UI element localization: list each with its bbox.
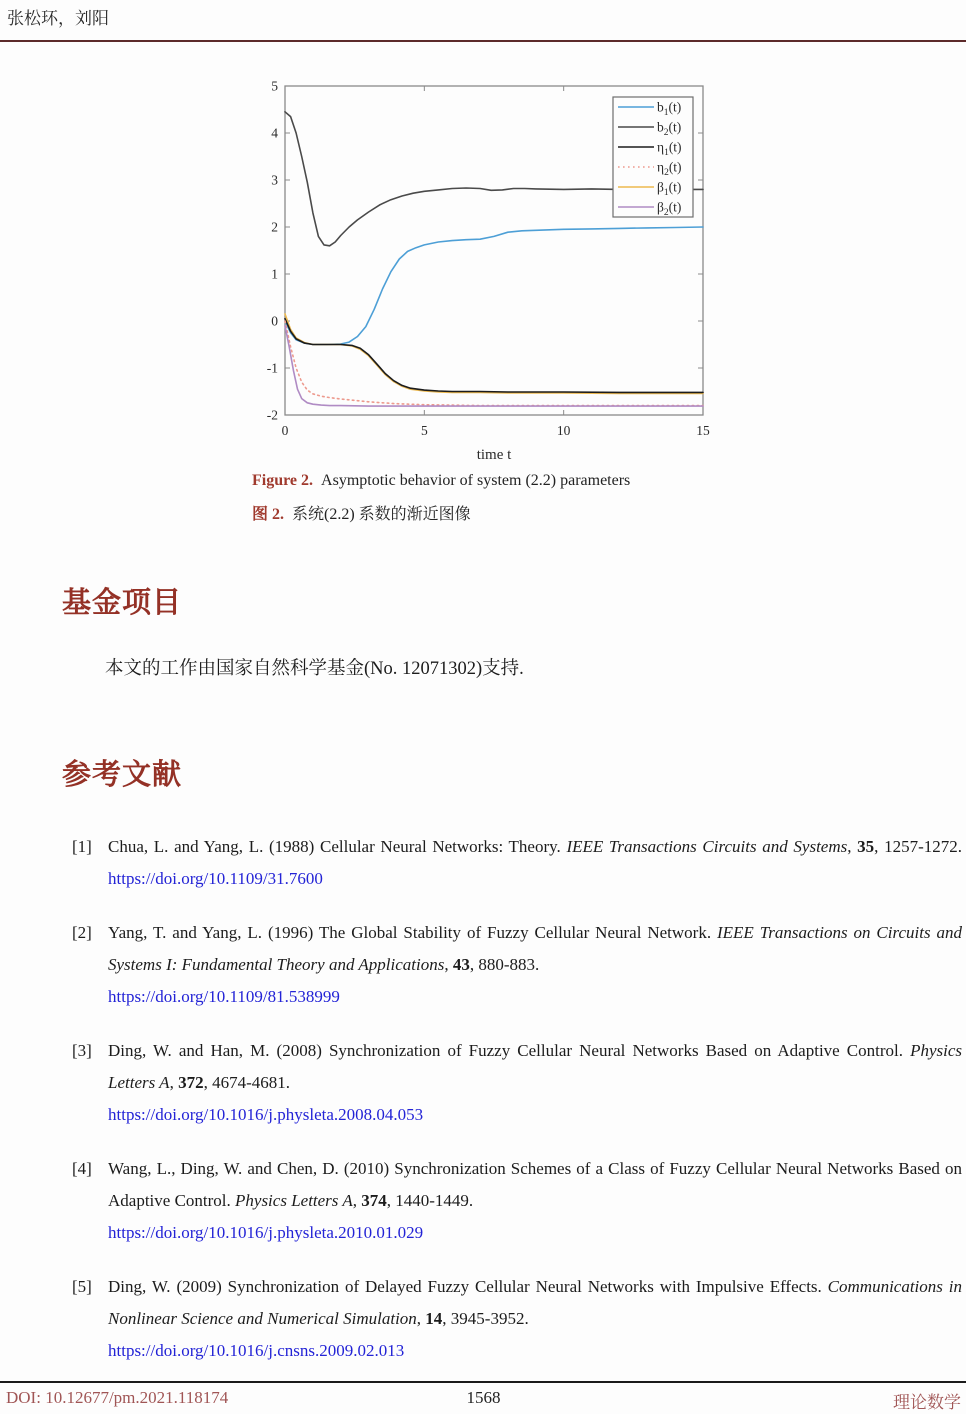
reference-text: Ding, W. and Han, M. (2008) Synchronization of Fuzzy Cellular Neural Networks Based on Adaptive Control. bbox=[108, 1041, 911, 1060]
funding-body-text: 本文的工作由国家自然科学基金(No. 12071302)支持. bbox=[105, 659, 524, 679]
reference-text: , 1257-1272. bbox=[874, 837, 962, 856]
y-tick-label: 3 bbox=[271, 172, 278, 188]
legend-label-eta2(t): $\eta_2(t)$ bbox=[657, 159, 682, 178]
reference-item bbox=[72, 1035, 962, 1131]
reference-text: Communications in Nonlinear Science and Numerical Simulation bbox=[108, 1277, 963, 1328]
reference-number: [4] bbox=[72, 1159, 92, 1178]
section-title-references: 参考文献 bbox=[62, 759, 183, 791]
figure-caption-en-label: Figure 2. bbox=[252, 472, 314, 489]
reference-item bbox=[72, 1271, 962, 1367]
reference-item bbox=[72, 831, 962, 895]
y-tick-label: 5 bbox=[271, 78, 278, 94]
doi-link[interactable]: https://doi.org/10.1109/31.7600 bbox=[108, 869, 323, 888]
page-footer bbox=[6, 1388, 961, 1410]
x-tick-label: 15 bbox=[696, 423, 710, 438]
footer-doi: DOI: 10.12677/pm.2021.118174 bbox=[6, 1388, 229, 1407]
reference-text: IEEE Transactions Circuits and Systems bbox=[566, 837, 848, 856]
reference-number: [3] bbox=[72, 1041, 92, 1060]
y-tick-label: -1 bbox=[266, 360, 278, 376]
y-tick-label: 1 bbox=[271, 266, 278, 282]
y-tick-label: 2 bbox=[271, 219, 278, 235]
legend-label-beta2(t): $\beta_2(t)$ bbox=[657, 199, 682, 218]
reference-text: , 880-883. bbox=[469, 955, 540, 974]
reference-text: 35 bbox=[857, 837, 875, 856]
series-b1(t) bbox=[285, 227, 703, 345]
reference-text: Physics Letters A bbox=[235, 1191, 353, 1210]
reference-text: , bbox=[444, 955, 453, 974]
reference-item bbox=[72, 1153, 962, 1249]
legend-label-b2(t): $b_2(t)$ bbox=[657, 119, 682, 138]
doi-link[interactable]: https://doi.org/10.1016/j.physleta.2008.04.053 bbox=[108, 1105, 424, 1124]
doi-link[interactable]: https://doi.org/10.1109/81.538999 bbox=[108, 987, 340, 1006]
reference-text: Physics Letters A bbox=[108, 1041, 962, 1092]
figure-2 bbox=[250, 75, 730, 460]
footer-journal-name: 理论数学 bbox=[893, 1393, 961, 1412]
figure-caption-zh bbox=[252, 501, 471, 524]
reference-text: , bbox=[847, 837, 858, 856]
y-tick-label: 0 bbox=[271, 313, 278, 329]
references-list bbox=[72, 831, 962, 1389]
series-beta1(t) bbox=[285, 314, 703, 394]
reference-text: IEEE Transactions on Circuits and Systems I: Fundamental Theory and Applications bbox=[108, 923, 962, 974]
reference-text: 14 bbox=[425, 1309, 443, 1328]
running-head-authors: 张松环，刘阳 bbox=[7, 9, 109, 28]
figure-caption-en-text: Asymptotic behavior of system (2.2) parameters bbox=[321, 472, 631, 489]
footer-page-number: 1568 bbox=[466, 1388, 501, 1407]
reference-number: [5] bbox=[72, 1277, 92, 1296]
x-axis-label: time t bbox=[476, 447, 512, 460]
footer-rule bbox=[0, 1381, 966, 1383]
reference-text: Chua, L. and Yang, L. (1988) Cellular Neural Networks: Theory. bbox=[108, 837, 567, 856]
reference-item bbox=[72, 917, 962, 1013]
reference-text: , bbox=[169, 1073, 179, 1092]
asymptotic-behavior-chart bbox=[250, 75, 730, 460]
section-title-funding: 基金项目 bbox=[62, 587, 183, 619]
x-tick-label: 0 bbox=[281, 423, 289, 438]
reference-text: , bbox=[352, 1191, 362, 1210]
reference-text: Ding, W. (2009) Synchronization of Delayed Fuzzy Cellular Neural Networks with Impulsive Effects. bbox=[108, 1277, 828, 1296]
reference-text: 374 bbox=[361, 1191, 387, 1210]
reference-text: , 3945-3952. bbox=[442, 1309, 529, 1328]
reference-text: 43 bbox=[452, 955, 470, 974]
series-eta1(t) bbox=[285, 319, 703, 393]
reference-text: , 4674-4681. bbox=[203, 1073, 290, 1092]
x-tick-label: 10 bbox=[556, 423, 571, 438]
x-tick-label: 5 bbox=[420, 423, 428, 438]
doi-link[interactable]: https://doi.org/10.1016/j.physleta.2010.01.029 bbox=[108, 1223, 424, 1242]
figure-caption-en bbox=[252, 472, 630, 490]
legend-label-beta1(t): $\beta_1(t)$ bbox=[657, 179, 682, 198]
reference-text: , 1440-1449. bbox=[386, 1191, 474, 1210]
reference-number: [1] bbox=[72, 837, 92, 856]
doi-link[interactable]: https://doi.org/10.1016/j.cnsns.2009.02.013 bbox=[108, 1341, 405, 1360]
y-tick-label: 4 bbox=[271, 125, 278, 141]
reference-text: Yang, T. and Yang, L. (1996) The Global Stability of Fuzzy Cellular Neural Network. bbox=[108, 923, 717, 942]
legend-label-b1(t): $b_1(t)$ bbox=[657, 99, 682, 118]
y-tick-label: -2 bbox=[266, 407, 278, 423]
legend-label-eta1(t): $\eta_1(t)$ bbox=[657, 139, 682, 158]
reference-text: 372 bbox=[178, 1073, 204, 1092]
reference-text: Wang, L., Ding, W. and Chen, D. (2010) Synchronization Schemes of a Class of Fuzzy Cellular Neural Networks Based on Adaptive Control. bbox=[108, 1159, 962, 1210]
reference-number: [2] bbox=[72, 923, 92, 942]
figure-caption-zh-label: 图 2. bbox=[252, 506, 285, 523]
reference-text: , bbox=[416, 1309, 426, 1328]
header-rule bbox=[0, 40, 966, 42]
figure-caption-zh-text: 系统(2.2) 系数的渐近图像 bbox=[292, 506, 471, 523]
